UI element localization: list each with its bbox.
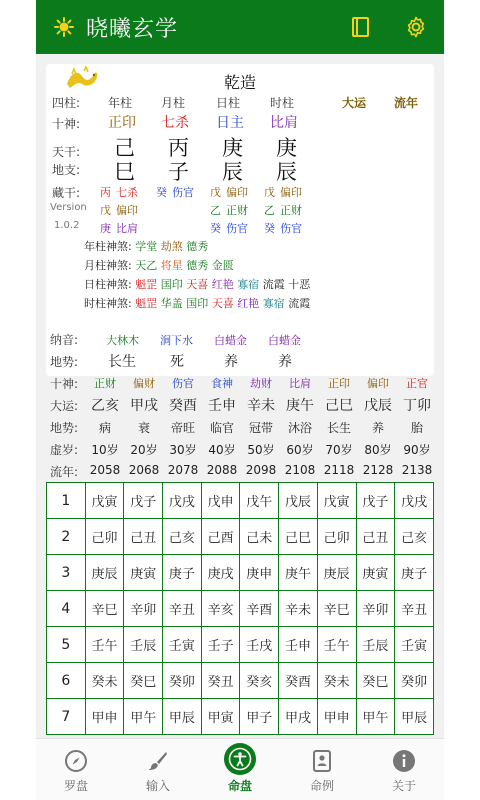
grid-cell: 癸丑 [201, 663, 240, 699]
gear-icon[interactable] [404, 15, 428, 39]
grid-cell: 辛卯 [124, 591, 163, 627]
grid-cell: 庚辰 [85, 555, 124, 591]
dayun-cell: 冠带 [248, 421, 273, 435]
grid-cell: 戊子 [124, 483, 163, 519]
dayun-cell: 癸酉 [169, 398, 197, 414]
nayin-year: 大林木 [106, 334, 139, 347]
nayin-month: 涧下水 [160, 334, 193, 347]
liunian-grid [46, 482, 434, 735]
dizhi-day: 辰 [222, 160, 243, 184]
shensha-item: 金匮 [211, 259, 234, 272]
dayun-cell: 食神 [211, 377, 233, 390]
grid-cell: 甲寅 [201, 699, 240, 735]
dayun-cell: 壬申 [208, 398, 236, 414]
info-icon [392, 749, 416, 773]
shensha-item: 劫煞 [160, 240, 183, 253]
grid-cell: 己亥 [395, 519, 434, 555]
grid-cell: 癸亥 [240, 663, 279, 699]
shishen-hour: 比肩 [270, 115, 298, 131]
dayun-cell: 偏印 [367, 377, 389, 390]
shensha-item: 十恶 [288, 278, 311, 291]
grid-cell: 己酉 [201, 519, 240, 555]
label-sizhu: 四柱: [52, 96, 81, 110]
grid-cell: 庚戌 [201, 555, 240, 591]
bottom-nav [36, 738, 444, 800]
dayun-cell: 2058 [89, 463, 121, 477]
canggan-hour-1-shen: 正财 [280, 204, 302, 217]
canggan-year-2-gan: 庚 [100, 222, 111, 235]
shensha-item: 寡宿 [237, 278, 260, 291]
dayun-cell: 2088 [206, 463, 238, 477]
canggan-month-0-shen: 伤官 [172, 186, 194, 199]
nav-label: 命盘 [227, 779, 252, 793]
grid-cell: 甲戌 [279, 699, 318, 735]
shensha-month-row [84, 257, 234, 273]
dayun-cell: 80岁 [364, 443, 392, 457]
grid-cell: 庚申 [240, 555, 279, 591]
grid-cell: 己亥 [163, 519, 202, 555]
pillar-month-header: 月柱 [161, 96, 186, 110]
shensha-year-row [84, 238, 208, 254]
contacts-icon [310, 749, 334, 773]
dayun-cell: 90岁 [403, 443, 431, 457]
canggan-day-0-gan: 戊 [210, 186, 221, 199]
canggan-year-1-shen: 偏印 [116, 204, 138, 217]
dayun-cell: 丁卯 [403, 398, 431, 414]
grid-cell: 戊辰 [279, 483, 318, 519]
shensha-item: 学堂 [135, 240, 158, 253]
dayun-cell: 60岁 [286, 443, 314, 457]
label-dayun: 大运: [50, 399, 79, 413]
grid-cell: 癸未 [85, 663, 124, 699]
shensha-hour-row [84, 295, 310, 311]
main-content[interactable] [36, 54, 444, 738]
dayun-cell: 胎 [410, 421, 423, 435]
grid-cell: 辛亥 [201, 591, 240, 627]
dayun-cell: 伤官 [172, 377, 194, 390]
canggan-hour-1-gan: 乙 [264, 204, 275, 217]
dishi-month: 死 [170, 354, 184, 370]
dayun-cell: 帝旺 [170, 421, 195, 435]
shensha-item: 流霞 [262, 278, 285, 291]
liunian-header: 流年 [394, 96, 419, 110]
grid-cell: 壬戌 [240, 627, 279, 663]
dayun-cell: 正官 [406, 377, 428, 390]
canggan-day-2-gan: 癸 [210, 222, 221, 235]
shensha-item: 魁罡 [135, 278, 158, 291]
dayun-header: 大运 [342, 96, 367, 110]
dishi-hour: 养 [278, 354, 292, 370]
grid-cell: 己丑 [124, 519, 163, 555]
grid-cell: 壬子 [201, 627, 240, 663]
dizhi-year: 巳 [114, 160, 135, 184]
grid-cell: 戊戌 [395, 483, 434, 519]
right-margin [444, 0, 480, 800]
grid-cell: 辛丑 [163, 591, 202, 627]
grid-cell: 戊寅 [317, 483, 356, 519]
nav-label: 关于 [391, 779, 416, 793]
grid-cell: 壬午 [317, 627, 356, 663]
compass-icon [64, 749, 88, 773]
table-row [47, 591, 434, 627]
version-number: 1.0.2 [54, 220, 80, 231]
table-row [47, 483, 434, 519]
nav-item-about[interactable] [364, 739, 444, 800]
row-index-cell: 2 [47, 519, 86, 555]
shishen-month: 七杀 [161, 115, 189, 131]
person-icon [228, 747, 252, 771]
tiangan-year: 己 [114, 136, 135, 160]
shensha-day-row [84, 276, 310, 292]
row-index-cell: 3 [47, 555, 86, 591]
row-index-cell: 6 [47, 663, 86, 699]
shensha-item: 华盖 [160, 297, 183, 310]
canggan-year-0-shen: 七杀 [116, 186, 138, 199]
shensha-item: 国印 [186, 297, 209, 310]
version-label: Version [50, 202, 87, 213]
grid-cell: 甲申 [317, 699, 356, 735]
shensha-item: 将星 [160, 259, 183, 272]
shensha-hour-label: 时柱神煞: [84, 297, 132, 310]
label-xusui: 虚岁: [50, 443, 79, 457]
grid-cell: 壬辰 [356, 627, 395, 663]
label-liunian: 流年: [50, 465, 79, 479]
grid-cell: 辛酉 [240, 591, 279, 627]
shensha-item: 天喜 [211, 297, 234, 310]
dayun-cell: 戊辰 [364, 398, 392, 414]
grid-cell: 己丑 [356, 519, 395, 555]
grid-cell: 辛卯 [356, 591, 395, 627]
nav-label: 命例 [309, 779, 334, 793]
nav-item-input[interactable] [118, 739, 198, 800]
canggan-year-1-gan: 戊 [100, 204, 111, 217]
shishen-day: 日主 [216, 115, 244, 131]
dayun-cell: 2068 [128, 463, 160, 477]
grid-cell: 辛巳 [85, 591, 124, 627]
shensha-year-label: 年柱神煞: [84, 240, 132, 253]
canggan-year-2-shen: 比肩 [116, 222, 138, 235]
grid-cell: 辛未 [279, 591, 318, 627]
dayun-cell: 2138 [401, 463, 433, 477]
dayun-cell: 2078 [167, 463, 199, 477]
chart-title: 乾造 [223, 73, 256, 92]
grid-cell: 庚午 [279, 555, 318, 591]
shensha-item: 红艳 [211, 278, 234, 291]
dayun-cell: 偏财 [133, 377, 155, 390]
shensha-item: 魁罡 [135, 297, 158, 310]
dayun-cell: 40岁 [208, 443, 236, 457]
label-shishen: 十神: [52, 117, 81, 131]
dayun-cell: 己巳 [325, 398, 353, 414]
canggan-hour-0-gan: 戊 [264, 186, 275, 199]
grid-cell: 壬申 [279, 627, 318, 663]
grid-cell: 癸酉 [279, 663, 318, 699]
label-dy-shishen: 十神: [50, 377, 79, 391]
grid-cell: 庚子 [395, 555, 434, 591]
label-dy-dishi: 地势: [50, 421, 79, 435]
grid-cell: 甲辰 [395, 699, 434, 735]
dizhi-month: 子 [168, 160, 189, 184]
grid-cell: 辛巳 [317, 591, 356, 627]
label-canggan: 藏干: [52, 186, 81, 200]
grid-cell: 壬午 [85, 627, 124, 663]
brush-icon [146, 749, 170, 773]
table-row [47, 627, 434, 663]
dayun-cell: 乙亥 [91, 398, 119, 414]
tiangan-month: 丙 [168, 136, 189, 160]
label-dishi: 地势: [50, 355, 79, 369]
left-margin [0, 0, 36, 800]
label-tiangan: 天干: [52, 145, 81, 159]
tiangan-hour: 庚 [276, 136, 297, 160]
nav-label: 罗盘 [63, 779, 88, 793]
grid-cell: 癸卯 [395, 663, 434, 699]
app-bar [36, 0, 444, 54]
nav-item-mingli[interactable] [282, 739, 362, 800]
grid-cell: 戊午 [240, 483, 279, 519]
dayun-cell: 辛未 [247, 398, 275, 414]
sun-logo-icon [54, 17, 74, 37]
row-index-cell: 1 [47, 483, 86, 519]
dayun-cell: 2118 [323, 463, 355, 477]
grid-cell: 戊戌 [163, 483, 202, 519]
nav-label: 输入 [145, 779, 170, 793]
table-row [47, 699, 434, 735]
table-row [47, 555, 434, 591]
canggan-day-0-shen: 偏印 [226, 186, 248, 199]
dayun-cell: 甲戌 [130, 398, 158, 414]
grid-cell: 辛丑 [395, 591, 434, 627]
grid-cell: 壬寅 [163, 627, 202, 663]
shensha-day-label: 日柱神煞: [84, 278, 132, 291]
grid-cell: 戊子 [356, 483, 395, 519]
label-nayin: 纳音: [50, 333, 79, 347]
grid-cell: 己卯 [317, 519, 356, 555]
grid-cell: 庚寅 [124, 555, 163, 591]
dayun-cell: 正印 [328, 377, 350, 390]
dayun-cell: 50岁 [247, 443, 275, 457]
nav-item-mingpan[interactable] [200, 739, 280, 800]
grid-cell: 癸卯 [163, 663, 202, 699]
shensha-item: 流霞 [288, 297, 311, 310]
dayun-cell: 长生 [326, 421, 351, 435]
bazi-card [46, 64, 434, 376]
dayun-cell: 2108 [284, 463, 316, 477]
table-row [47, 663, 434, 699]
shensha-month-label: 月柱神煞: [84, 259, 132, 272]
canggan-month-0-gan: 癸 [156, 186, 167, 199]
dayun-cell: 衰 [137, 421, 150, 435]
shensha-item: 德秀 [186, 259, 209, 272]
dishi-year: 长生 [108, 354, 136, 370]
shensha-item: 国印 [160, 278, 183, 291]
shensha-item: 德秀 [186, 240, 209, 253]
dayun-cell: 30岁 [169, 443, 197, 457]
grid-cell: 庚子 [163, 555, 202, 591]
grid-cell: 戊寅 [85, 483, 124, 519]
dayun-cell: 病 [98, 421, 111, 435]
pillar-year-header: 年柱 [108, 96, 133, 110]
dayun-cell: 比肩 [289, 377, 311, 390]
dayun-cell: 20岁 [130, 443, 158, 457]
table-row [47, 519, 434, 555]
nav-item-luopan[interactable] [36, 739, 116, 800]
dayun-cell: 10岁 [91, 443, 119, 457]
grid-cell: 甲子 [240, 699, 279, 735]
shensha-item: 寡宿 [262, 297, 285, 310]
row-index-cell: 7 [47, 699, 86, 735]
dishi-day: 养 [224, 354, 238, 370]
pillar-day-header: 日柱 [216, 96, 241, 110]
row-index-cell: 5 [47, 627, 86, 663]
dayun-cell: 2098 [245, 463, 277, 477]
grid-cell: 甲辰 [163, 699, 202, 735]
canggan-hour-0-shen: 偏印 [280, 186, 302, 199]
dizhi-hour: 辰 [276, 160, 297, 184]
canggan-day-2-shen: 伤官 [226, 222, 248, 235]
dayun-cell: 正财 [94, 377, 116, 390]
nayin-hour: 白蜡金 [268, 334, 301, 347]
canggan-hour-2-shen: 伤官 [280, 222, 302, 235]
nayin-day: 白蜡金 [214, 334, 247, 347]
shensha-item: 天乙 [135, 259, 158, 272]
shishen-year: 正印 [108, 115, 136, 131]
tiangan-day: 庚 [222, 136, 243, 160]
grid-cell: 庚辰 [317, 555, 356, 591]
dayun-cell: 2128 [362, 463, 394, 477]
grid-cell: 壬寅 [395, 627, 434, 663]
row-index-cell: 4 [47, 591, 86, 627]
canggan-day-1-shen: 正财 [226, 204, 248, 217]
grid-cell: 甲午 [356, 699, 395, 735]
label-dizhi: 地支: [52, 163, 81, 177]
grid-cell: 癸未 [317, 663, 356, 699]
grid-cell: 己卯 [85, 519, 124, 555]
app-title: 晓曦玄学 [86, 17, 179, 42]
grid-cell: 己巳 [279, 519, 318, 555]
dayun-cell: 劫财 [250, 377, 272, 390]
grid-cell: 癸巳 [356, 663, 395, 699]
shensha-item: 红艳 [237, 297, 260, 310]
book-icon[interactable] [349, 15, 373, 39]
grid-cell: 甲午 [124, 699, 163, 735]
dayun-cell: 庚午 [286, 398, 314, 414]
canggan-day-1-gan: 乙 [210, 204, 221, 217]
dayun-cell: 临官 [209, 421, 234, 435]
pillar-hour-header: 时柱 [270, 96, 295, 110]
grid-cell: 甲申 [85, 699, 124, 735]
dayun-cell: 养 [371, 421, 384, 435]
grid-cell: 癸巳 [124, 663, 163, 699]
grid-cell: 戊申 [201, 483, 240, 519]
canggan-year-0-gan: 丙 [100, 186, 111, 199]
grid-cell: 壬辰 [124, 627, 163, 663]
grid-cell: 己未 [240, 519, 279, 555]
canggan-hour-2-gan: 癸 [264, 222, 275, 235]
shensha-item: 天喜 [186, 278, 209, 291]
dayun-cell: 70岁 [325, 443, 353, 457]
grid-cell: 庚寅 [356, 555, 395, 591]
dayun-cell: 沐浴 [287, 421, 312, 435]
